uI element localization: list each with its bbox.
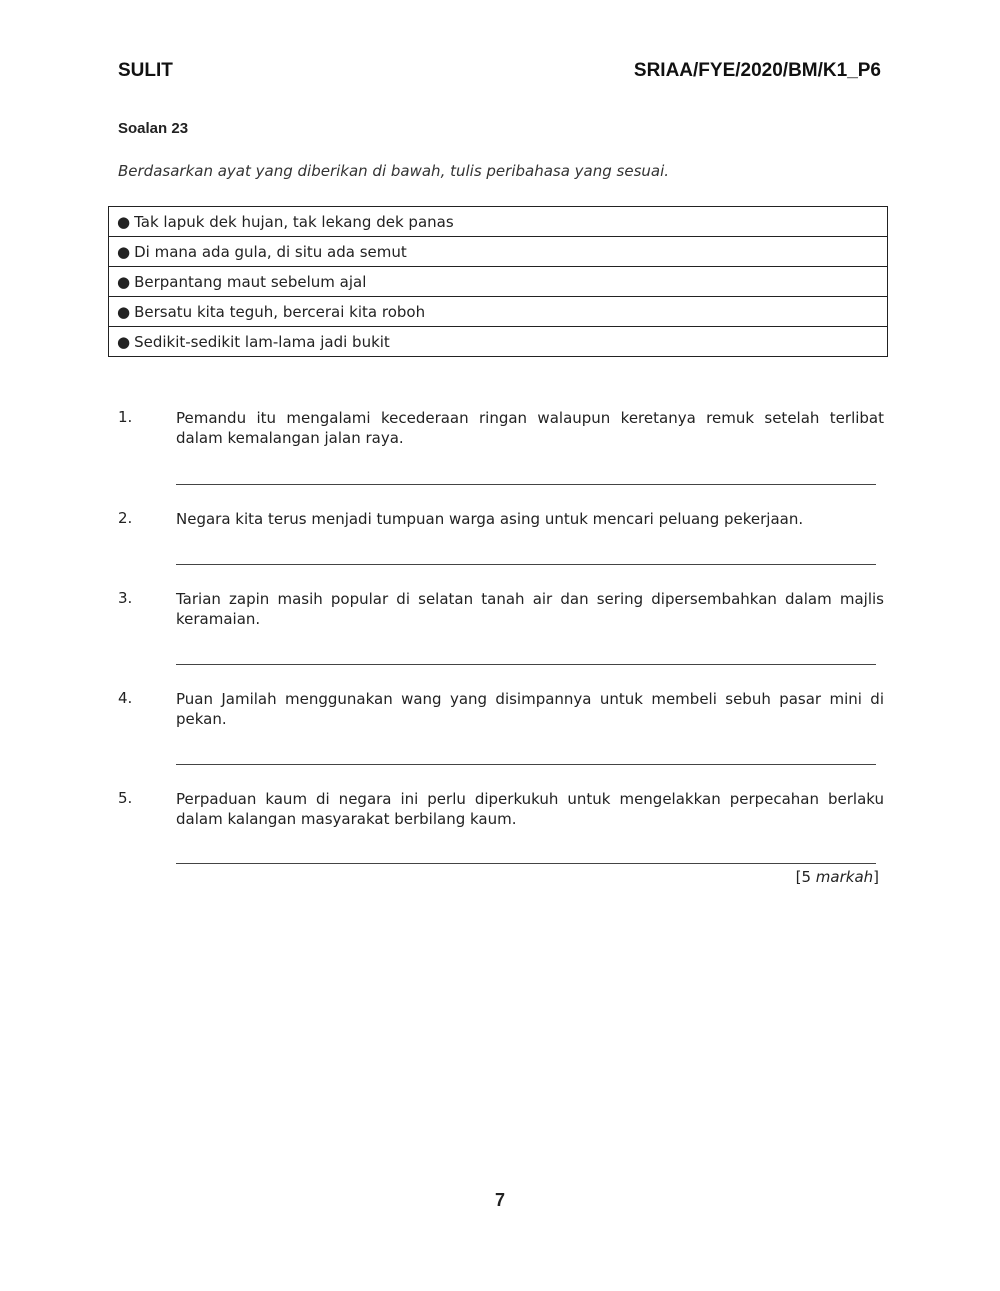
item-sentence: Pemandu itu mengalami kecederaan ringan walaupun keretanya remuk setelah terlibat dalam kemalangan jalan raya. — [176, 409, 884, 447]
marks-allocation: [5 markah] — [795, 868, 879, 886]
bullet-icon: ● — [117, 272, 131, 291]
answer-line-3[interactable] — [176, 664, 876, 665]
page-number: 7 — [494, 1190, 505, 1210]
option-row — [109, 297, 888, 327]
header-sulit: SULIT — [118, 60, 173, 81]
answer-line-5[interactable] — [176, 863, 876, 864]
option-row — [109, 207, 888, 237]
option-text: Bersatu kita teguh, bercerai kita roboh — [134, 302, 426, 321]
option-row — [109, 327, 888, 357]
option-text: Sedikit-sedikit lam-lama jadi bukit — [134, 332, 390, 351]
answer-line-1[interactable] — [176, 484, 876, 485]
item-number: 5. — [118, 789, 133, 807]
bullet-icon: ● — [117, 242, 131, 261]
header-reference-code: SRIAA/FYE/2020/BM/K1_P6 — [633, 60, 881, 81]
option-row — [109, 267, 888, 297]
answer-line-2[interactable] — [176, 564, 876, 565]
option-text: Tak lapuk dek hujan, tak lekang dek panas — [134, 212, 454, 231]
bullet-icon: ● — [117, 212, 131, 231]
item-sentence: Tarian zapin masih popular di selatan tanah air dan sering dipersembahkan dalam majlis keramaian. — [176, 590, 884, 628]
option-row — [109, 237, 888, 267]
item-sentence: Perpaduan kaum di negara ini perlu diperkukuh untuk mengelakkan perpecahan berlaku dalam kalangan masyarakat berbilang kaum. — [176, 790, 884, 828]
proverb-options-table — [108, 206, 888, 357]
item-number: 1. — [118, 408, 133, 426]
item-sentence: Puan Jamilah menggunakan wang yang disimpannya untuk membeli sebuh pasar mini di pekan. — [176, 690, 884, 728]
item-number: 3. — [118, 589, 133, 607]
item-sentence: Negara kita terus menjadi tumpuan warga asing untuk mencari peluang pekerjaan. — [176, 510, 804, 528]
item-number: 2. — [118, 509, 133, 527]
question-instruction: Berdasarkan ayat yang diberikan di bawah, tulis peribahasa yang sesuai. — [118, 162, 670, 180]
option-text: Berpantang maut sebelum ajal — [134, 272, 367, 291]
bullet-icon: ● — [117, 302, 131, 321]
question-title: Soalan 23 — [118, 120, 189, 137]
option-text: Di mana ada gula, di situ ada semut — [134, 242, 407, 261]
answer-line-4[interactable] — [176, 764, 876, 765]
bullet-icon: ● — [117, 332, 131, 351]
item-number: 4. — [118, 689, 133, 707]
